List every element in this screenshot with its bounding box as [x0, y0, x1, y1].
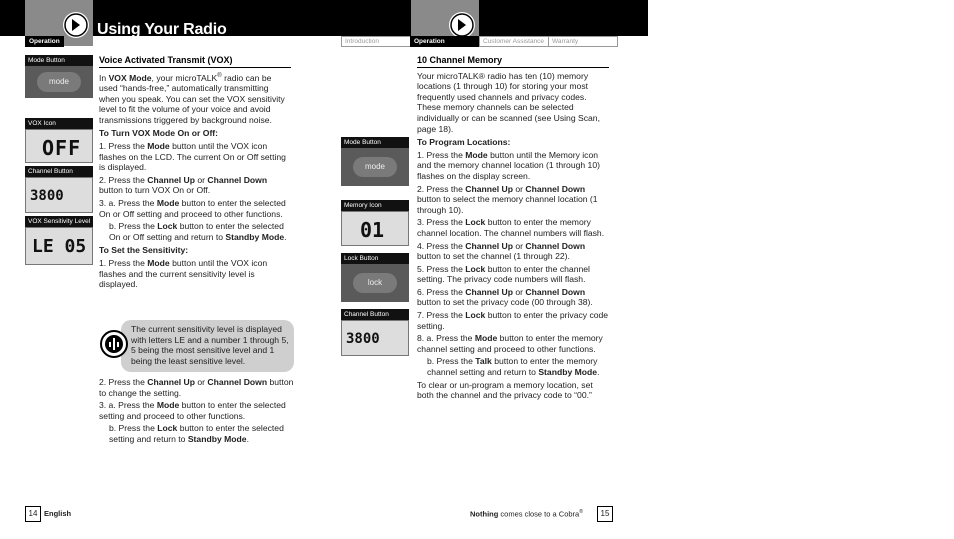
memory-sub: To Program Locations: — [417, 137, 511, 148]
thumb-label: Lock Button — [341, 253, 409, 264]
left-sidebar — [25, 55, 93, 265]
step: b. Press the Lock button to enter the selected On or Off setting and return to Standby Mode. — [109, 221, 287, 242]
step: 2. Press the Channel Up or Channel Down button to select the memory channel location (1 through 10). — [417, 183, 598, 215]
thumb-label: Channel Button — [25, 166, 93, 177]
mode-button-image-right — [341, 148, 409, 186]
vox-steps-continued — [99, 377, 294, 445]
heading-rule — [417, 67, 609, 68]
step: b. Press the Talk button to enter the memory channel setting and return to Standby Mode. — [427, 356, 600, 378]
vox-intro: In VOX Mode, your microTALK® radio can be used “hands-free,” automatically transmitting when you speak. You can set the VOX sensitivity level to fit the volume of your voice and avoid transmissions triggered by background noise. — [99, 72, 285, 125]
memory-section — [417, 55, 610, 401]
step: 5. Press the Lock button to enter the channel setting. The privacy code numbers will flash. — [417, 263, 590, 285]
mode-button-glyph: mode — [353, 157, 397, 177]
footer-language: English — [44, 509, 72, 518]
radio-logo-icon-right — [449, 12, 475, 38]
tab-warranty[interactable]: Warranty — [548, 36, 618, 47]
thumb-label: Mode Button — [25, 55, 93, 66]
channel-lcd-image-right — [341, 320, 409, 356]
step: b. Press the Lock button to enter the selected setting and return to Standby Mode. — [109, 423, 284, 444]
vox-lcd-text: OFF — [42, 136, 82, 160]
sensitivity-lcd-text: LE 05 — [32, 236, 87, 257]
step: 1. Press the Mode button until the VOX icon flashes and the current sensitivity level is displayed. — [99, 257, 268, 290]
page-number-left: 14 — [25, 506, 41, 522]
memory-lcd-text: 01 — [360, 218, 385, 242]
step: 8. a. Press the Mode button to enter the memory channel setting and proceed to other functions. — [417, 333, 603, 354]
step: 4. Press the Channel Up or Channel Down button to set the channel (1 through 22). — [417, 240, 586, 262]
step: 2. Press the Channel Up or Channel Down button to change the setting. — [99, 377, 294, 398]
vox-lcd-image — [25, 129, 93, 163]
step: 1. Press the Mode button until the VOX icon flashes on the LCD. The current On or Off setting is displayed. — [99, 141, 286, 173]
thumb-label: Memory Icon — [341, 200, 409, 211]
step: 7. Press the Lock button to enter the privacy code setting. — [417, 310, 609, 331]
heading-rule — [99, 67, 291, 68]
thumb-label: VOX Icon — [25, 118, 93, 129]
vox-sub1: To Turn VOX Mode On or Off: — [99, 128, 219, 139]
radio-logo-icon — [63, 12, 89, 38]
vox-sub2: To Set the Sensitivity: — [99, 245, 189, 256]
step: 2. Press the Channel Up or Channel Down button to turn VOX On or Off. — [99, 174, 268, 196]
page-title: Using Your Radio — [97, 21, 227, 38]
footer-tagline: Nothing comes close to a Cobra® — [470, 509, 583, 519]
note-text: The current sensitivity level is displayed with letters LE and a number 1 through 5, 5 being the most sensitive level and 1 being the least sensitive level. — [131, 324, 289, 366]
memory-closing: To clear or un-program a memory location, set both the channel and the privacy code to “00.” — [417, 379, 593, 401]
memory-heading: 10 Channel Memory — [417, 55, 503, 65]
tab-introduction[interactable]: Introduction — [341, 36, 411, 47]
step: 3. Press the Lock button to enter the memory channel location. The channel numbers will flash. — [417, 217, 605, 238]
sensitivity-lcd-image — [25, 227, 93, 265]
tab-operation[interactable]: Operation — [410, 36, 480, 47]
note-icon — [100, 330, 128, 358]
lock-button-image — [341, 264, 409, 302]
thumb-label: VOX Sensitivity Level — [25, 216, 93, 227]
vox-heading: Voice Activated Transmit (VOX) — [99, 55, 233, 65]
channel-lcd-text: 3800 — [346, 331, 380, 347]
mode-button-glyph: mode — [37, 72, 81, 92]
right-tab-strip — [341, 36, 617, 46]
step: 3. a. Press the Mode button to enter the selected setting and proceed to other functions. — [99, 400, 286, 421]
tab-operation-left[interactable]: Operation — [25, 36, 64, 47]
page-number-right: 15 — [597, 506, 613, 522]
step: 3. a. Press the Mode button to enter the selected On or Off setting and proceed to other functions. — [99, 197, 286, 219]
mode-button-image — [25, 66, 93, 98]
memory-lcd-image — [341, 211, 409, 246]
title-underline — [97, 38, 217, 39]
lock-button-glyph: lock — [353, 273, 397, 293]
vox-section — [99, 55, 291, 290]
right-sidebar — [341, 137, 409, 356]
step: 1. Press the Mode button until the Memory icon and the memory channel location (1 through 10) flashes on the display screen. — [417, 149, 600, 181]
channel-lcd-text: 3800 — [30, 188, 64, 204]
memory-intro: Your microTALK® radio has ten (10) memory locations (1 through 10) for storing your most frequently used channels and privacy codes. These memory channels can be selected individually or can be scanned (see Using Scan, page 18). — [417, 70, 600, 134]
left-tab-strip — [25, 36, 63, 46]
thumb-label: Channel Button — [341, 309, 409, 320]
step: 6. Press the Channel Up or Channel Down button to set the privacy code (00 through 38). — [417, 286, 593, 308]
channel-lcd-image — [25, 177, 93, 213]
tab-customer-assistance[interactable]: Customer Assistance — [479, 36, 549, 47]
thumb-label: Mode Button — [341, 137, 409, 148]
